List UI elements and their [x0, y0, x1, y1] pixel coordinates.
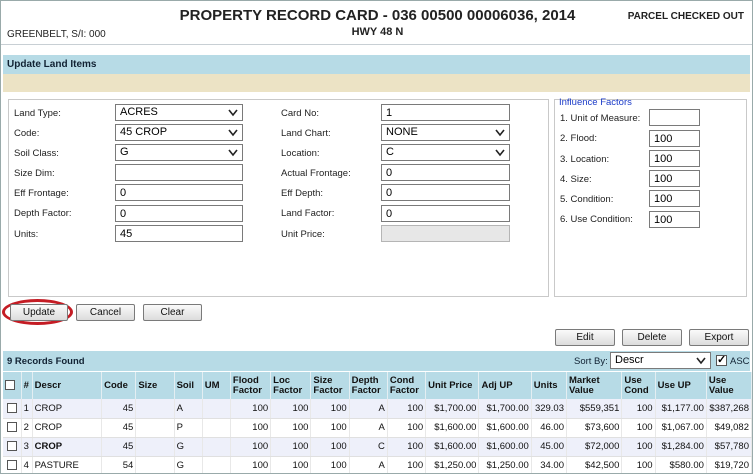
location-factor-input[interactable]: [649, 150, 700, 167]
table-cell: $1,067.00: [655, 418, 706, 437]
table-cell: 100: [271, 456, 311, 474]
table-cell: $57,780: [706, 437, 751, 456]
use-condition-input[interactable]: [649, 211, 700, 228]
column-header[interactable]: Units: [531, 372, 566, 399]
table-cell: 100: [311, 399, 349, 418]
table-cell: A: [174, 399, 202, 418]
table-cell: 46.00: [531, 418, 566, 437]
header-divider: [1, 44, 753, 45]
soil-class-value: G: [120, 146, 129, 158]
chevron-down-icon: [227, 146, 239, 159]
unit-price-label: Unit Price:: [281, 229, 325, 240]
flood-label: 2. Flood:: [560, 133, 597, 144]
table-cell: C: [349, 437, 387, 456]
table-cell: 1: [21, 399, 32, 418]
delete-button[interactable]: Delete: [622, 329, 682, 346]
soil-class-label: Soil Class:: [14, 148, 59, 159]
table-cell: $73,600: [567, 418, 622, 437]
unit-of-measure-label: 1. Unit of Measure:: [560, 113, 641, 124]
land-factor-label: Land Factor:: [281, 208, 335, 219]
table-cell: 4: [21, 456, 32, 474]
table-cell: $1,284.00: [655, 437, 706, 456]
table-cell: [136, 456, 174, 474]
location-value: C: [386, 146, 394, 158]
table-cell: CROP: [32, 437, 101, 456]
table-cell: 100: [271, 418, 311, 437]
location-info: GREENBELT, S/I: 000: [7, 29, 106, 40]
table-cell: 100: [387, 399, 425, 418]
table-cell: $559,351: [567, 399, 622, 418]
column-header[interactable]: Market Value: [567, 372, 622, 399]
code-label: Code:: [14, 128, 40, 139]
column-header[interactable]: #: [21, 372, 32, 399]
select-all-header[interactable]: [3, 372, 21, 399]
card-no-input[interactable]: [381, 104, 510, 121]
chevron-down-icon: [227, 126, 239, 139]
table-cell: 100: [622, 399, 655, 418]
table-cell: $1,600.00: [479, 418, 531, 437]
sort-by-value: Descr: [615, 354, 644, 366]
table-cell: 34.00: [531, 456, 566, 474]
table-cell: $72,000: [567, 437, 622, 456]
row-checkbox[interactable]: [7, 441, 17, 451]
sort-by-label: Sort By:: [574, 356, 608, 367]
table-cell: 100: [622, 456, 655, 474]
location-factor-label: 3. Location:: [560, 154, 610, 165]
table-cell: 100: [230, 456, 270, 474]
table-cell: [136, 399, 174, 418]
table-cell: 100: [271, 399, 311, 418]
actual-frontage-input[interactable]: [381, 164, 510, 181]
asc-label: ASC: [730, 356, 750, 367]
message-bar: [3, 74, 750, 92]
table-cell: 329.03: [531, 399, 566, 418]
size-factor-input[interactable]: [649, 170, 700, 187]
column-header[interactable]: Size Factor: [311, 372, 349, 399]
code-select[interactable]: [115, 124, 243, 141]
column-header[interactable]: Use Cond: [622, 372, 655, 399]
table-cell: [202, 418, 230, 437]
use-condition-label: 6. Use Condition:: [560, 214, 633, 225]
chevron-down-icon: [494, 146, 506, 159]
checkout-status: PARCEL CHECKED OUT: [627, 11, 744, 22]
column-header[interactable]: UM: [202, 372, 230, 399]
table-cell: $1,250.00: [426, 456, 479, 474]
land-chart-label: Land Chart:: [281, 128, 331, 139]
row-select-cell[interactable]: [3, 437, 21, 456]
land-type-value: ACRES: [120, 106, 158, 118]
table-cell: 100: [622, 418, 655, 437]
table-cell: 100: [311, 437, 349, 456]
table-cell: 2: [21, 418, 32, 437]
soil-class-select[interactable]: [115, 144, 243, 161]
table-cell: 45: [102, 418, 136, 437]
column-header[interactable]: Adj UP: [479, 372, 531, 399]
update-button[interactable]: Update: [10, 304, 68, 321]
table-cell: $1,600.00: [479, 437, 531, 456]
table-cell: G: [174, 437, 202, 456]
table-cell: 100: [387, 456, 425, 474]
table-cell: 100: [387, 418, 425, 437]
land-type-label: Land Type:: [14, 108, 61, 119]
column-header[interactable]: Depth Factor: [349, 372, 387, 399]
depth-factor-input[interactable]: [115, 205, 243, 222]
column-header[interactable]: Cond Factor: [387, 372, 425, 399]
influence-factors-title: Influence Factors: [559, 97, 632, 108]
location-label: Location:: [281, 148, 320, 159]
table-row[interactable]: [3, 437, 752, 456]
chevron-down-icon: [695, 354, 707, 367]
size-factor-label: 4. Size:: [560, 174, 592, 185]
table-cell: [202, 437, 230, 456]
table-cell: G: [174, 456, 202, 474]
column-header[interactable]: Unit Price: [426, 372, 479, 399]
select-all-checkbox[interactable]: [5, 380, 15, 390]
table-cell: 100: [230, 437, 270, 456]
edit-button[interactable]: Edit: [555, 329, 615, 346]
land-type-select[interactable]: [115, 104, 243, 121]
table-cell: $580.00: [655, 456, 706, 474]
clear-button[interactable]: Clear: [143, 304, 202, 321]
table-cell: 100: [311, 418, 349, 437]
column-header[interactable]: Soil: [174, 372, 202, 399]
table-cell: CROP: [32, 418, 101, 437]
row-select-cell[interactable]: [3, 418, 21, 437]
table-cell: P: [174, 418, 202, 437]
row-checkbox[interactable]: [7, 422, 17, 432]
table-cell: $1,600.00: [426, 418, 479, 437]
row-select-cell[interactable]: [3, 456, 21, 474]
land-chart-value: NONE: [386, 126, 418, 138]
code-value: 45 CROP: [120, 126, 168, 138]
chevron-down-icon: [227, 106, 239, 119]
size-dim-label: Size Dim:: [14, 168, 55, 179]
size-dim-input[interactable]: [115, 164, 243, 181]
table-cell: $42,500: [567, 456, 622, 474]
table-cell: A: [349, 456, 387, 474]
table-cell: 100: [387, 437, 425, 456]
table-cell: $1,250.00: [479, 456, 531, 474]
unit-of-measure-input[interactable]: [649, 109, 700, 126]
table-cell: 100: [311, 456, 349, 474]
row-select-cell[interactable]: [3, 399, 21, 418]
table-cell: [136, 418, 174, 437]
eff-frontage-label: Eff Frontage:: [14, 188, 69, 199]
table-cell: PASTURE: [32, 456, 101, 474]
column-header[interactable]: Code: [102, 372, 136, 399]
table-header-row: [3, 372, 752, 399]
table-cell: A: [349, 418, 387, 437]
table-cell: CROP: [32, 399, 101, 418]
table-cell: 45: [102, 399, 136, 418]
eff-depth-label: Eff Depth:: [281, 188, 324, 199]
table-cell: 45.00: [531, 437, 566, 456]
condition-label: 5. Condition:: [560, 194, 614, 205]
table-row[interactable]: [3, 399, 752, 418]
condition-input[interactable]: [649, 190, 700, 207]
land-chart-select[interactable]: [381, 124, 510, 141]
row-checkbox[interactable]: [7, 460, 17, 470]
unit-price-input: [381, 225, 510, 242]
table-cell: $1,700.00: [426, 399, 479, 418]
land-items-table: [3, 372, 752, 474]
column-header[interactable]: Use Value: [706, 372, 751, 399]
records-count: 9 Records Found: [7, 356, 85, 367]
table-cell: $49,082: [706, 418, 751, 437]
depth-factor-label: Depth Factor:: [14, 208, 72, 219]
export-button[interactable]: Export: [689, 329, 749, 346]
table-cell: [136, 437, 174, 456]
table-row[interactable]: [3, 456, 752, 474]
table-cell: 3: [21, 437, 32, 456]
table-cell: [202, 456, 230, 474]
table-cell: 100: [271, 437, 311, 456]
page-title: PROPERTY RECORD CARD - 036 00500 00006036, 2014: [179, 7, 576, 24]
eff-depth-input[interactable]: [381, 184, 510, 201]
actual-frontage-label: Actual Frontage:: [281, 168, 351, 179]
land-factor-input[interactable]: [381, 205, 510, 222]
table-cell: [202, 399, 230, 418]
column-header[interactable]: Use UP: [655, 372, 706, 399]
table-cell: $1,177.00: [655, 399, 706, 418]
cancel-button[interactable]: Cancel: [76, 304, 135, 321]
table-row[interactable]: [3, 418, 752, 437]
table-cell: 54: [102, 456, 136, 474]
table-cell: $1,700.00: [479, 399, 531, 418]
card-no-label: Card No:: [281, 108, 320, 119]
table-cell: $19,720: [706, 456, 751, 474]
table-cell: 100: [622, 437, 655, 456]
row-checkbox[interactable]: [7, 403, 17, 413]
section-header: Update Land Items: [3, 55, 750, 74]
table-cell: $1,600.00: [426, 437, 479, 456]
table-cell: $387,268: [706, 399, 751, 418]
asc-checkbox[interactable]: [716, 355, 727, 366]
column-header[interactable]: Size: [136, 372, 174, 399]
page-subtitle: HWY 48 N: [351, 26, 404, 38]
table-cell: A: [349, 399, 387, 418]
column-header[interactable]: Flood Factor: [230, 372, 270, 399]
flood-input[interactable]: [649, 130, 700, 147]
chevron-down-icon: [494, 126, 506, 139]
units-input[interactable]: [115, 225, 243, 242]
table-cell: 45: [102, 437, 136, 456]
column-header[interactable]: Descr: [32, 372, 101, 399]
column-header[interactable]: Loc Factor: [271, 372, 311, 399]
eff-frontage-input[interactable]: [115, 184, 243, 201]
table-cell: 100: [230, 418, 270, 437]
table-cell: 100: [230, 399, 270, 418]
sort-by-select[interactable]: [610, 352, 711, 369]
location-select[interactable]: [381, 144, 510, 161]
units-label: Units:: [14, 229, 39, 240]
